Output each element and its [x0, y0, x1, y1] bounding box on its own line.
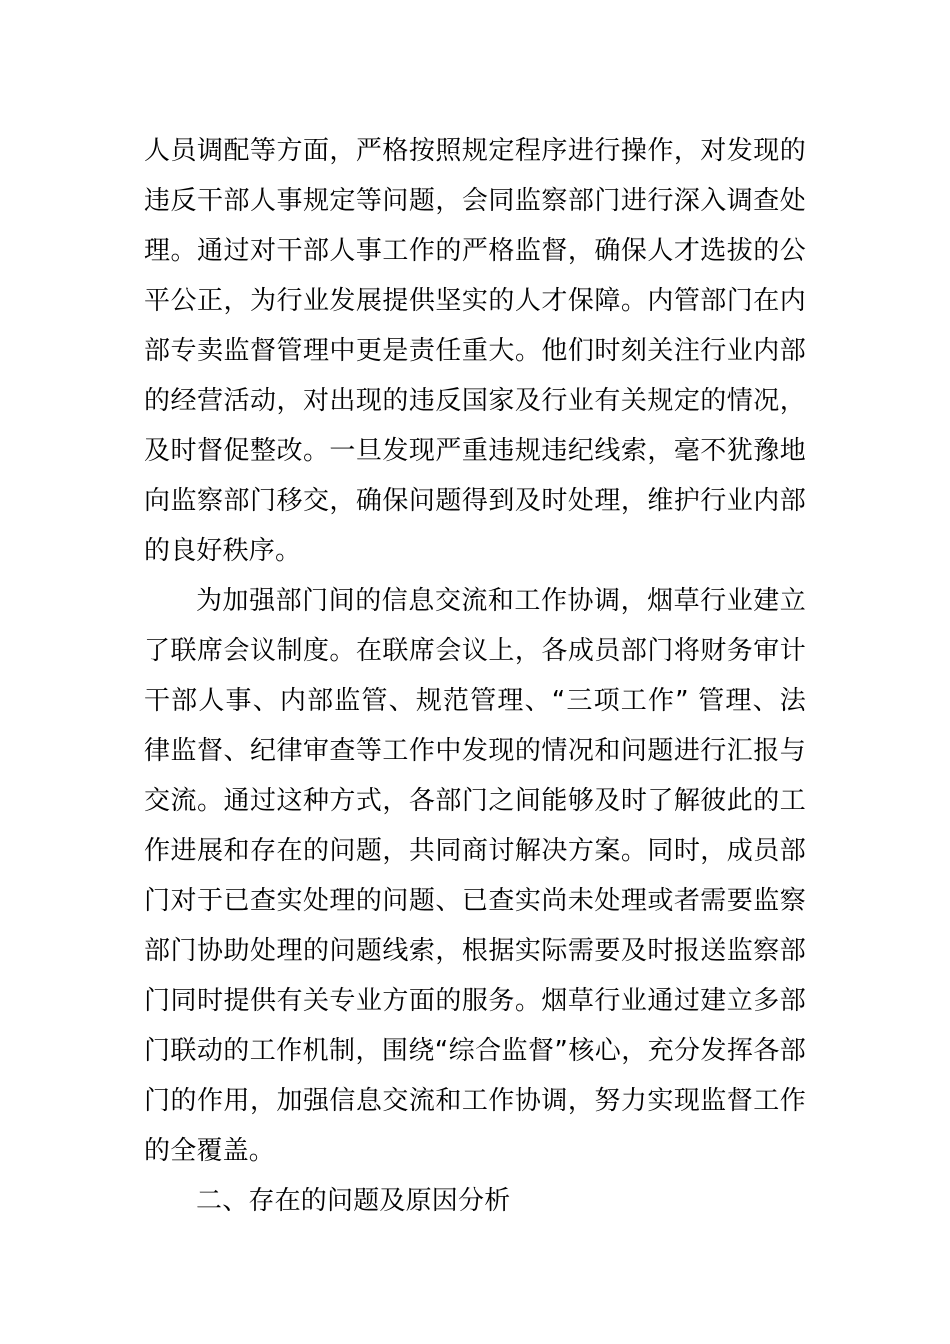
paragraph-joint-meeting: 为加强部门间的信息交流和工作协调，烟草行业建立了联席会议制度。在联席会议上，各成员部门将财务审计干部人事、内部监管、规范管理、“三项工作” 管理、法律监督、纪律审查等工作中发现的情况和问题进行汇报与交流。通过这种方式，各部门之间能够及时了解彼此的工作进展和存在的问题，共同商讨解决方案。同时，成员部门对于已查实处理的问题、已查实尚未处理或者需要监察部门协助处理的问题线索，根据实际需要及时报送监察部门同时提供有关专业方面的服务。烟草行业通过建立多部门联动的工作机制，围绕“综合监督”核心，充分发挥各部门的作用，加强信息交流和工作协调，努力实现监督工作的全覆盖。	[144, 586, 806, 1166]
section-heading: 二、存在的问题及原因分析	[196, 1186, 511, 1216]
document-body	[144, 126, 806, 1226]
paragraph-continuation: 人员调配等方面，严格按照规定程序进行操作，对发现的违反干部人事规定等问题，会同监察部门进行深入调查处理。通过对干部人事工作的严格监督，确保人才选拔的公平公正，为行业发展提供坚实的人才保障。内管部门在内部专卖监督管理中更是责任重大。他们时刻关注行业内部的经营活动，对出现的违反国家及行业有关规定的情况，及时督促整改。一旦发现严重违规违纪线索，毫不犹豫地向监察部门移交，确保问题得到及时处理，维护行业内部的良好秩序。	[144, 136, 806, 566]
